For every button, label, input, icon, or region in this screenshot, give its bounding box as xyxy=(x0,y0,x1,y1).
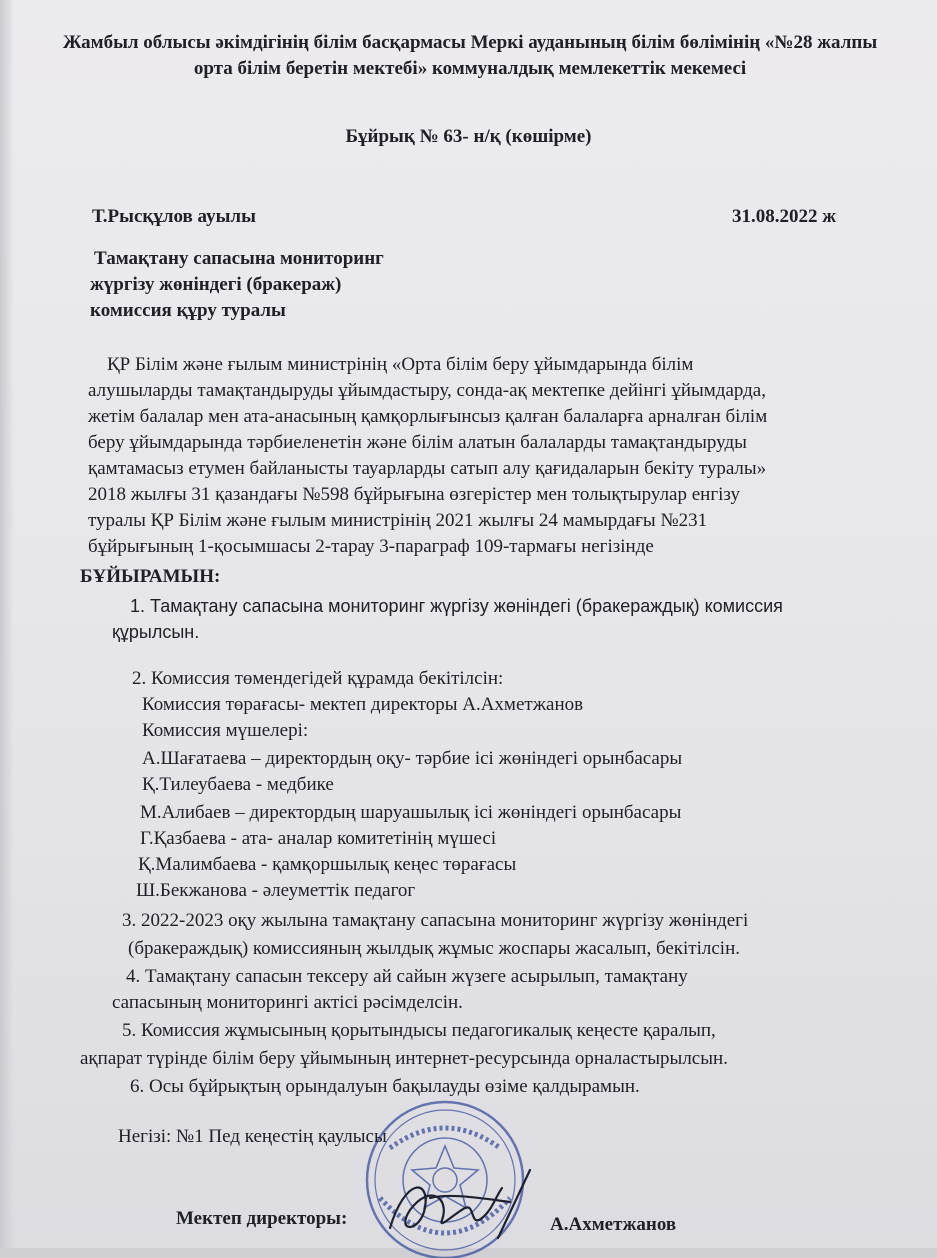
order-basis: Негізі: №1 Пед кеңестің қаулысы xyxy=(118,1126,387,1147)
member-item: Қ.Тилеубаева - медбике xyxy=(142,774,334,795)
order-subject xyxy=(90,246,384,324)
item-2-title: 2. Комиссия төмендегідей құрамда бекітілсін: xyxy=(132,668,504,689)
item-1-line: 1. Тамақтану сапасына мониторинг жүргізу жөніндегі (бракераждық) комиссия xyxy=(130,596,783,616)
commission-chair: Комиссия төрағасы- мектеп директоры А.Ахметжанов xyxy=(142,694,584,715)
preamble-line: беру ұйымдарында тәрбиеленетін және білім алатын балаларды тамақтандыруды xyxy=(88,432,747,453)
signature-icon xyxy=(370,1168,540,1248)
preamble-line: ҚР Білім және ғылым министрінің «Орта білім беру ұйымдарында білім xyxy=(88,354,694,375)
preamble-line: туралы ҚР Білім және ғылым министрінің 2021 жылғы 24 мамырдағы №231 xyxy=(88,510,708,531)
item-4-line: сапасының мониторингі актісі рәсімделсін. xyxy=(112,992,463,1013)
subject-line: Тамақтану сапасына мониторинг xyxy=(94,248,384,269)
decree-heading: БҰЙЫРАМЫН: xyxy=(80,566,221,587)
item-6-line: 6. Осы бұйрықтың орындалуын бақылауды өзіме қалдырамын. xyxy=(130,1076,640,1097)
preamble-line: алушыларды тамақтандыруды ұйымдастыру, сонда-ақ мектепке дейінгі ұйымдарда, xyxy=(88,380,766,401)
preamble-line: бұйрығының 1-қосымшасы 2-тарау 3-параграф 109-тармағы негізінде xyxy=(88,536,654,557)
item-1-line: құрылсын. xyxy=(112,622,200,642)
signature-name: А.Ахметжанов xyxy=(550,1214,677,1235)
page-edge-shadow xyxy=(0,0,14,1248)
member-item: Қ.Малимбаева - қамқоршылық кеңес төрағасы xyxy=(138,854,517,875)
order-title: Бұйрық № 63- н/қ (көшірме) xyxy=(345,126,592,147)
member-item: А.Шағатаева – директордың оқу- тәрбие ісі жөніндегі орынбасары xyxy=(142,748,683,769)
subject-line: комиссия құру туралы xyxy=(90,300,286,321)
order-date: 31.08.2022 ж xyxy=(732,206,837,227)
item-5-line: ақпарат түрінде білім беру ұйымының интернет-ресурсында орналастырылсын. xyxy=(80,1048,728,1069)
organization-header: Жамбыл облысы әкімдігінің білім басқармасы Меркі ауданының білім бөлімінің «№28 жалпы орта білім беретін мектебі» коммуналдық мемлекеттік мекемесі xyxy=(62,32,878,79)
members-title: Комиссия мүшелері: xyxy=(142,720,309,741)
subject-line: жүргізу жөніндегі (бракераж) xyxy=(90,274,342,295)
preamble-line: 2018 жылғы 31 қазандағы №598 бұйрығына өзгерістер мен толықтырулар енгізу xyxy=(88,484,741,505)
member-item: Г.Қазбаева - ата- аналар комитетінің мүшесі xyxy=(140,828,497,849)
item-3-line: 3. 2022-2023 оқу жылына тамақтану сапасына мониторинг жүргізу жөніндегі xyxy=(122,910,749,931)
member-item: М.Алибаев – директордың шаруашылық ісі жөніндегі орынбасары xyxy=(140,802,682,823)
preamble-line: жетім балалар мен ата-анасының қамқорлығынсыз қалған балаларға арналған білім xyxy=(88,406,768,427)
item-5-line: 5. Комиссия жұмысының қорытындысы педагогикалық кеңесте қаралып, xyxy=(122,1020,716,1041)
member-item: Ш.Бекжанова - әлеуметтік педагог xyxy=(136,880,416,901)
preamble-line: қамтамасыз етумен байланысты тауарларды сатып алу қағидаларын бекіту туралы» xyxy=(88,458,767,479)
preamble xyxy=(88,352,767,560)
item-3-line: (бракераждық) комиссияның жылдық жұмыс жоспары жасалып, бекітілсін. xyxy=(128,938,740,959)
place-name: Т.Рысқұлов ауылы xyxy=(92,206,256,227)
item-4-line: 4. Тамақтану сапасын тексеру ай сайын жүзеге асырылып, тамақтану xyxy=(126,966,688,987)
signature-label: Мектеп директоры: xyxy=(176,1208,348,1229)
